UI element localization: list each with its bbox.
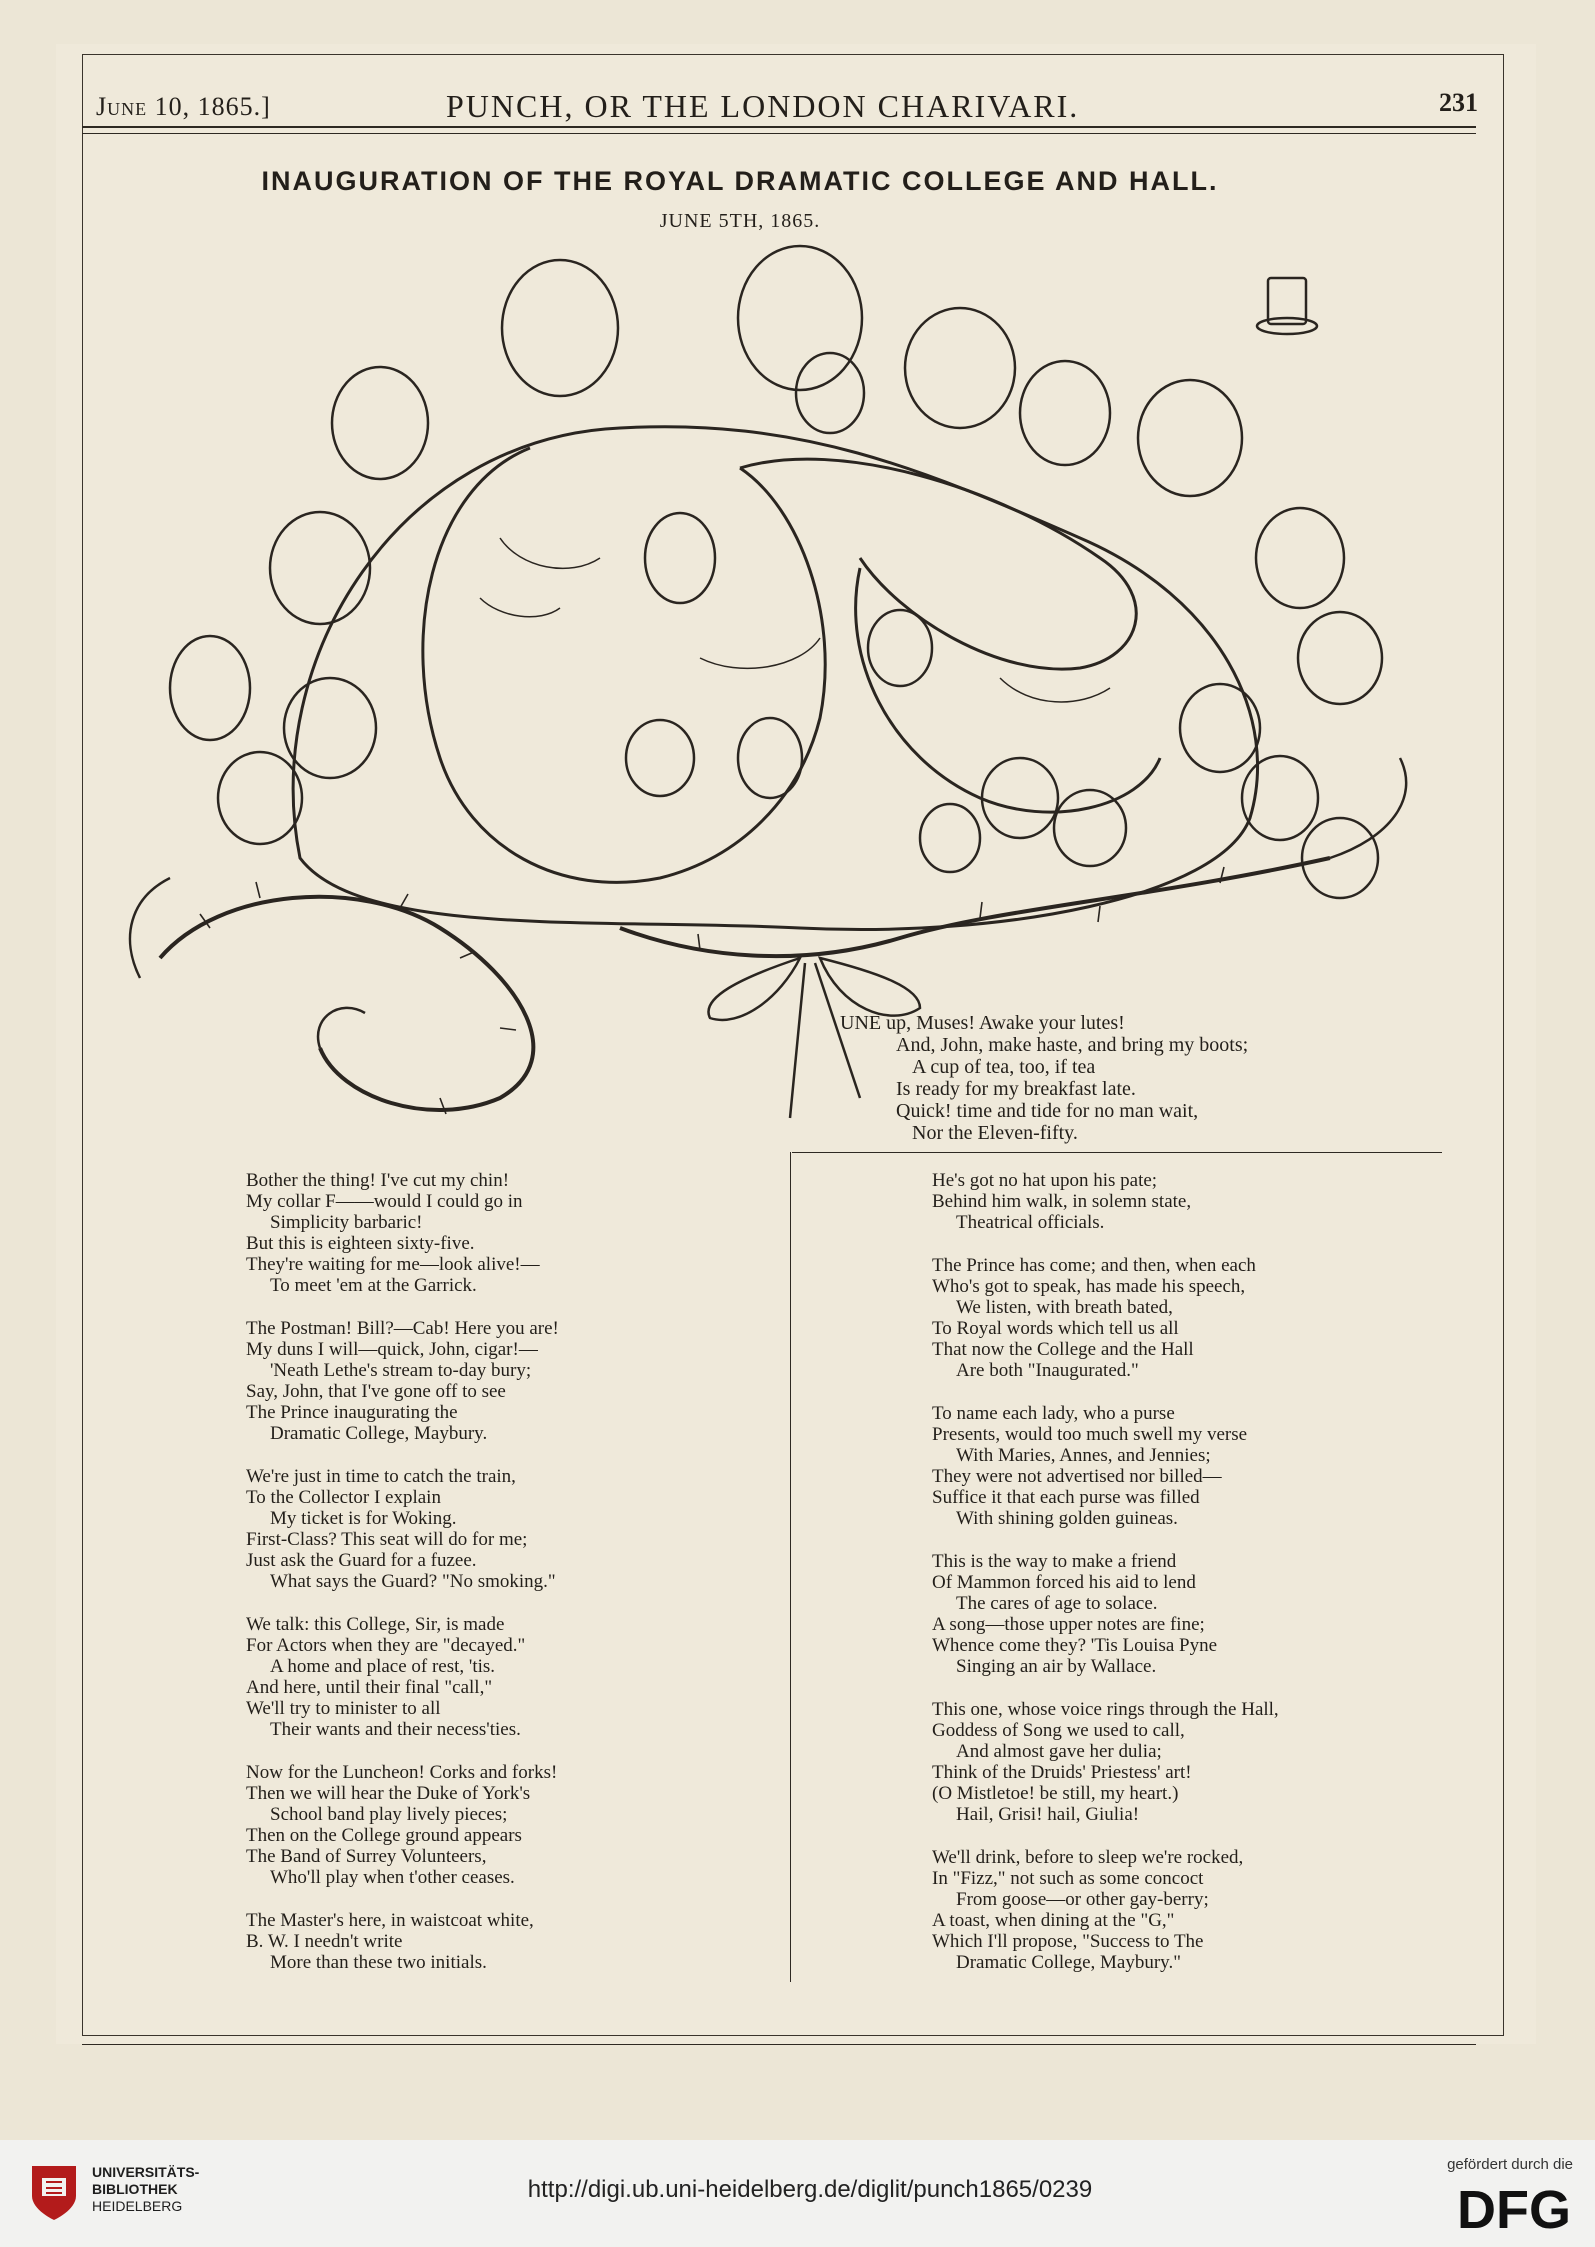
dfg-logo: [1453, 2182, 1573, 2234]
library-line: UNIVERSITÄTS-: [92, 2164, 200, 2180]
poem-line: But this is eighteen sixty-five.: [246, 1233, 475, 1254]
poem-line: A cup of tea, too, if tea: [912, 1056, 1096, 1078]
poem-line: To name each lady, who a purse: [932, 1403, 1175, 1424]
cartoon-title: INAUGURATION OF THE ROYAL DRAMATIC COLLEGE AND HALL.: [261, 166, 1219, 196]
poem-line: Simplicity barbaric!: [270, 1212, 423, 1233]
library-line: HEIDELBERG: [92, 2198, 183, 2214]
poem-line: Then on the College ground appears: [246, 1825, 522, 1846]
poem-line: To Royal words which tell us all: [932, 1318, 1179, 1339]
poem-line: Their wants and their necess'ties.: [270, 1719, 521, 1740]
poem-line: The Postman! Bill?—Cab! Here you are!: [246, 1318, 559, 1339]
poem-line: Is ready for my breakfast late.: [896, 1078, 1136, 1100]
poem-line: The Band of Surrey Volunteers,: [246, 1846, 487, 1867]
poem-line: That now the College and the Hall: [932, 1339, 1194, 1360]
poem-line: Hail, Grisi! hail, Giulia!: [956, 1804, 1140, 1825]
poem-line: A song—those upper notes are fine;: [932, 1614, 1205, 1635]
header-rule: [82, 126, 1476, 134]
poem-line: And here, until their final "call,": [246, 1677, 493, 1698]
poem-line: The cares of age to solace.: [956, 1593, 1158, 1614]
poem-line: We listen, with breath bated,: [956, 1297, 1173, 1318]
column-rule-vertical: [790, 1152, 791, 1982]
poem-line: A toast, when dining at the "G,": [932, 1910, 1175, 1931]
source-url-link[interactable]: http://digi.ub.uni-heidelberg.de/diglit/punch1865/0239: [527, 2176, 1093, 2203]
poem-line: With Maries, Annes, and Jennies;: [956, 1445, 1211, 1466]
poem-line: (O Mistletoe! be still, my heart.): [932, 1783, 1179, 1804]
poem-line: Which I'll propose, "Success to The: [932, 1931, 1204, 1952]
poem-line: Dramatic College, Maybury.: [270, 1423, 488, 1444]
poem-line: First-Class? This seat will do for me;: [246, 1529, 528, 1550]
poem-line: Presents, would too much swell my verse: [932, 1424, 1248, 1445]
poem-line: From goose—or other gay-berry;: [956, 1889, 1209, 1910]
poem-line: The Prince inaugurating the: [246, 1402, 458, 1423]
poem-line: This one, whose voice rings through the Hall,: [932, 1699, 1279, 1720]
poem-line: Who's got to speak, has made his speech,: [932, 1276, 1246, 1297]
bottom-rule: [82, 2044, 1476, 2045]
poem-line: We'll drink, before to sleep we're rocked,: [932, 1847, 1244, 1868]
poem-line: Say, John, that I've gone off to see: [246, 1381, 506, 1402]
poem-line: Then we will hear the Duke of York's: [246, 1783, 531, 1804]
poem-line: Now for the Luncheon! Corks and forks!: [246, 1762, 558, 1783]
poem-line: And almost gave her dulia;: [956, 1741, 1162, 1762]
poem-line: Are both "Inaugurated.": [956, 1360, 1139, 1381]
poem-line: UNE up, Muses! Awake your lutes!: [840, 1012, 1125, 1034]
poem-line: Behind him walk, in solemn state,: [932, 1191, 1192, 1212]
poem-line: The Master's here, in waistcoat white,: [246, 1910, 534, 1931]
poem-line: My duns I will—quick, John, cigar!—: [246, 1339, 538, 1360]
university-seal-icon: [28, 2162, 80, 2222]
poem-line: My collar F——would I could go in: [246, 1191, 523, 1212]
poem-line: With shining golden guineas.: [956, 1508, 1178, 1529]
poem-line: This is the way to make a friend: [932, 1551, 1177, 1572]
poem-line: Suffice it that each purse was filled: [932, 1487, 1200, 1508]
poem-line: My ticket is for Woking.: [270, 1508, 457, 1529]
poem-line: Whence come they? 'Tis Louisa Pyne: [932, 1635, 1218, 1656]
page-number: 231: [1439, 88, 1478, 117]
poem-line: We're just in time to catch the train,: [246, 1466, 516, 1487]
poem-line: A home and place of rest, 'tis.: [270, 1656, 496, 1677]
poem-line: 'Neath Lethe's stream to-day bury;: [270, 1360, 532, 1381]
poem-line: What says the Guard? "No smoking.": [270, 1571, 556, 1592]
header-date: June 10, 1865.]: [96, 92, 271, 121]
funding-label: gefördert durch die: [1447, 2156, 1573, 2173]
poem-line: And, John, make haste, and bring my boots;: [896, 1034, 1249, 1056]
poem-line: To the Collector I explain: [246, 1487, 441, 1508]
poem-line: To meet 'em at the Garrick.: [270, 1275, 477, 1296]
poem-line: Bother the thing! I've cut my chin!: [246, 1170, 510, 1191]
library-line: BIBLIOTHEK: [92, 2181, 178, 2197]
poem-line: Think of the Druids' Priestess' art!: [932, 1762, 1192, 1783]
poem-line: Theatrical officials.: [956, 1212, 1105, 1233]
poem-line: We talk: this College, Sir, is made: [246, 1614, 505, 1635]
poem-line: Singing an air by Wallace.: [956, 1656, 1157, 1677]
poem-line: Quick! time and tide for no man wait,: [896, 1100, 1199, 1122]
dfg-logo-text: DFG: [1457, 2182, 1571, 2234]
poem-line: He's got no hat upon his pate;: [932, 1170, 1158, 1191]
right-column: [932, 1170, 1452, 1973]
poem-line: Goddess of Song we used to call,: [932, 1720, 1185, 1741]
poem-line: In "Fizz," not such as some concoct: [932, 1868, 1204, 1889]
digitization-footer: [0, 2140, 1595, 2247]
poem-line: For Actors when they are "decayed.": [246, 1635, 526, 1656]
cartoon-date: JUNE 5TH, 1865.: [659, 210, 821, 232]
left-column: [246, 1170, 766, 1973]
poem-line: B. W. I needn't write: [246, 1931, 403, 1952]
poem-line: They were not advertised nor billed—: [932, 1466, 1222, 1487]
poem-line: School band play lively pieces;: [270, 1804, 508, 1825]
poem-line: Of Mammon forced his aid to lend: [932, 1572, 1196, 1593]
column-rule-horizontal: [792, 1152, 1442, 1153]
library-name: [92, 2164, 199, 2215]
opening-stanza: [840, 1012, 1440, 1144]
poem-line: They're waiting for me—look alive!—: [246, 1254, 540, 1275]
page-header: [96, 82, 1486, 132]
poem-line: Who'll play when t'other ceases.: [270, 1867, 515, 1888]
poem-line: The Prince has come; and then, when each: [932, 1255, 1256, 1276]
poem-line: Dramatic College, Maybury.": [956, 1952, 1181, 1973]
poem-line: Just ask the Guard for a fuzee.: [246, 1550, 477, 1571]
poem-line: More than these two initials.: [270, 1952, 487, 1973]
poem-line: We'll try to minister to all: [246, 1698, 441, 1719]
header-title: PUNCH, OR THE LONDON CHARIVARI.: [446, 88, 1080, 124]
poem-line: Nor the Eleven-fifty.: [912, 1122, 1078, 1144]
